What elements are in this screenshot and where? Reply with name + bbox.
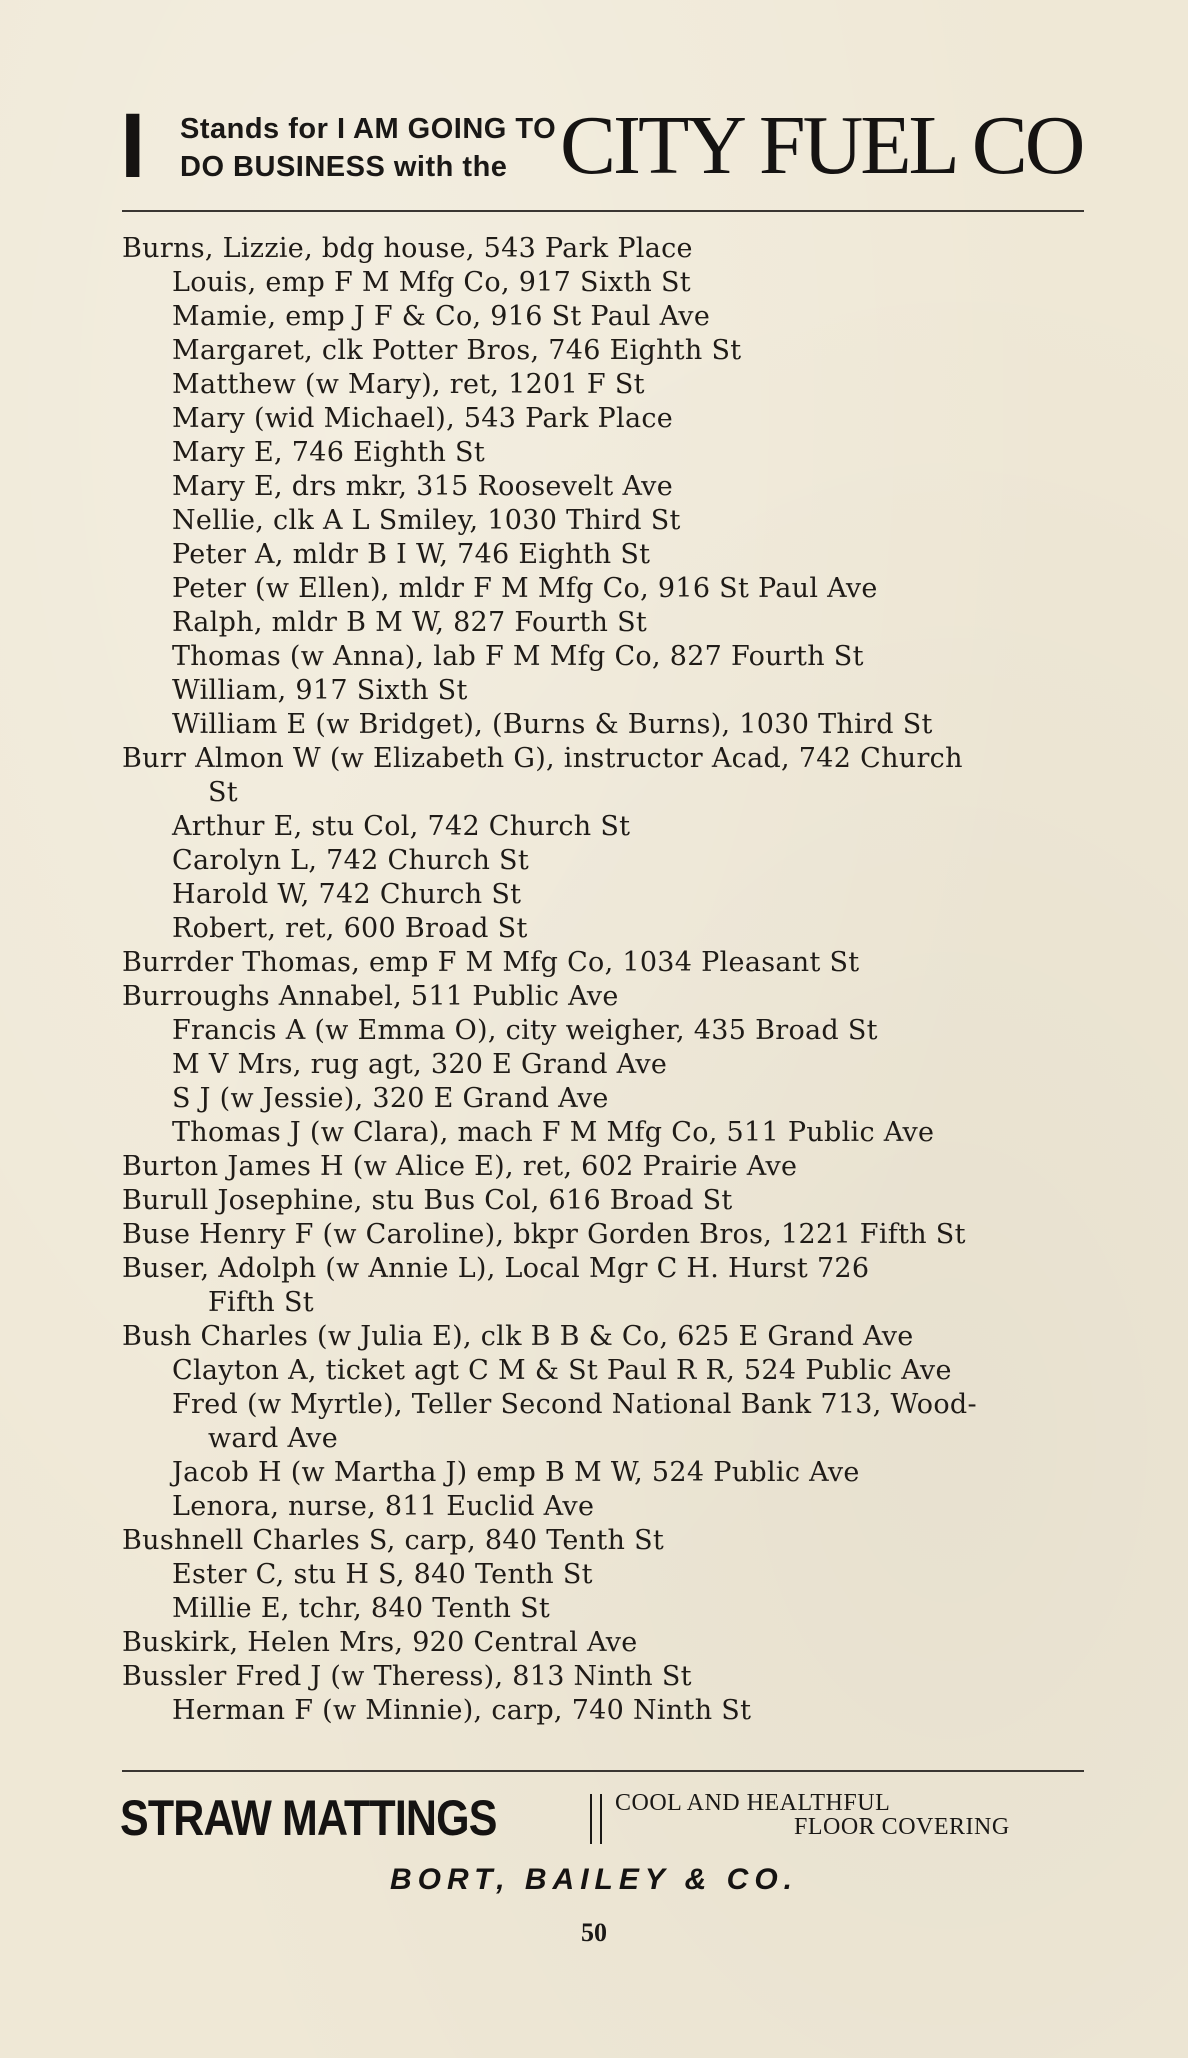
footer-straw-mattings: STRAW MATTINGS bbox=[120, 1790, 497, 1846]
directory-entry: Nellie, clk A L Smiley, 1030 Third St bbox=[172, 505, 681, 536]
directory-entry: Peter A, mldr B I W, 746 Eighth St bbox=[172, 539, 651, 570]
directory-entry: Thomas J (w Clara), mach F M Mfg Co, 511 Public Ave bbox=[172, 1117, 935, 1148]
directory-entry-continuation: St bbox=[208, 777, 238, 808]
directory-entry: Louis, emp F M Mfg Co, 917 Sixth St bbox=[172, 267, 691, 298]
directory-entry-continuation: ward Ave bbox=[208, 1423, 339, 1454]
directory-entry: Mary E, 746 Eighth St bbox=[172, 437, 485, 468]
directory-entry: Buser, Adolph (w Annie L), Local Mgr C H. Hurst 726 bbox=[122, 1253, 870, 1284]
footer-cool-healthful: COOL AND HEALTHFUL bbox=[615, 1790, 891, 1816]
directory-entry: Fred (w Myrtle), Teller Second National Bank 713, Wood- bbox=[172, 1389, 977, 1420]
directory-entry: Mamie, emp J F & Co, 916 St Paul Ave bbox=[172, 301, 711, 332]
header-divider bbox=[122, 210, 1084, 212]
footer-company-name: BORT, BAILEY & CO. bbox=[389, 1863, 799, 1896]
directory-entries bbox=[122, 232, 1084, 1728]
directory-entry: Margaret, clk Potter Bros, 746 Eighth St bbox=[172, 335, 742, 366]
directory-entry: Bussler Fred J (w Theress), 813 Ninth St bbox=[122, 1661, 692, 1692]
header-advertisement bbox=[120, 95, 1086, 212]
header-company-name: CITY FUEL CO bbox=[560, 99, 1083, 192]
directory-entry: Buse Henry F (w Caroline), bkpr Gorden Bros, 1221 Fifth St bbox=[122, 1219, 966, 1250]
directory-entry: Ester C, stu H S, 840 Tenth St bbox=[172, 1559, 593, 1590]
directory-entry: Carolyn L, 742 Church St bbox=[172, 845, 529, 876]
directory-entry: Ralph, mldr B M W, 827 Fourth St bbox=[172, 607, 648, 638]
footer-divider bbox=[122, 1770, 1084, 1772]
header-slogan-line2: DO BUSINESS with the bbox=[180, 151, 508, 183]
directory-entry: Harold W, 742 Church St bbox=[172, 879, 522, 910]
directory-entry: Burrder Thomas, emp F M Mfg Co, 1034 Pleasant St bbox=[122, 947, 860, 978]
directory-entry: William, 917 Sixth St bbox=[172, 675, 468, 706]
directory-entry: Mary E, drs mkr, 315 Roosevelt Ave bbox=[172, 471, 673, 502]
directory-entry: Peter (w Ellen), mldr F M Mfg Co, 916 St Paul Ave bbox=[172, 573, 878, 604]
directory-entry-continuation: Fifth St bbox=[208, 1287, 314, 1318]
directory-entry: Mary (wid Michael), 543 Park Place bbox=[172, 403, 674, 434]
directory-entry: Lenora, nurse, 811 Euclid Ave bbox=[172, 1491, 595, 1522]
header-slogan bbox=[180, 110, 556, 186]
directory-entry: Burr Almon W (w Elizabeth G), instructor Acad, 742 Church bbox=[122, 743, 963, 774]
directory-entry: Bush Charles (w Julia E), clk B B & Co, 625 E Grand Ave bbox=[122, 1321, 914, 1352]
directory-entry: Thomas (w Anna), lab F M Mfg Co, 827 Fourth St bbox=[172, 641, 864, 672]
directory-entry: Buskirk, Helen Mrs, 920 Central Ave bbox=[122, 1627, 638, 1658]
directory-entry: Francis A (w Emma O), city weigher, 435 Broad St bbox=[172, 1015, 878, 1046]
header-slogan-line1: Stands for I AM GOING TO bbox=[180, 113, 557, 145]
footer-floor-covering: FLOOR COVERING bbox=[794, 1814, 1010, 1840]
directory-entry: Millie E, tchr, 840 Tenth St bbox=[172, 1593, 551, 1624]
directory-entry: Herman F (w Minnie), carp, 740 Ninth St bbox=[172, 1695, 752, 1726]
page-number: 50 bbox=[581, 1918, 607, 1947]
directory-entry: M V Mrs, rug agt, 320 E Grand Ave bbox=[172, 1049, 668, 1080]
directory-entry: Matthew (w Mary), ret, 1201 F St bbox=[172, 369, 645, 400]
directory-entry: Bushnell Charles S, carp, 840 Tenth St bbox=[122, 1525, 665, 1556]
directory-entry: William E (w Bridget), (Burns & Burns), 1030 Third St bbox=[172, 709, 933, 740]
directory-entry: Burton James H (w Alice E), ret, 602 Prairie Ave bbox=[122, 1151, 798, 1182]
directory-entry: Clayton A, ticket agt C M & St Paul R R, 524 Public Ave bbox=[172, 1355, 952, 1386]
header-big-letter: I bbox=[120, 95, 146, 197]
directory-entry: Robert, ret, 600 Broad St bbox=[172, 913, 528, 944]
directory-entry: Jacob H (w Martha J) emp B M W, 524 Public Ave bbox=[172, 1457, 860, 1488]
directory-entry: Arthur E, stu Col, 742 Church St bbox=[172, 811, 631, 842]
directory-entry: Burull Josephine, stu Bus Col, 616 Broad St bbox=[122, 1185, 733, 1216]
footer-double-bar bbox=[590, 1794, 602, 1844]
directory-entry: Burroughs Annabel, 511 Public Ave bbox=[122, 981, 619, 1012]
directory-entry: S J (w Jessie), 320 E Grand Ave bbox=[172, 1083, 609, 1114]
directory-entry: Burns, Lizzie, bdg house, 543 Park Place bbox=[122, 233, 693, 264]
